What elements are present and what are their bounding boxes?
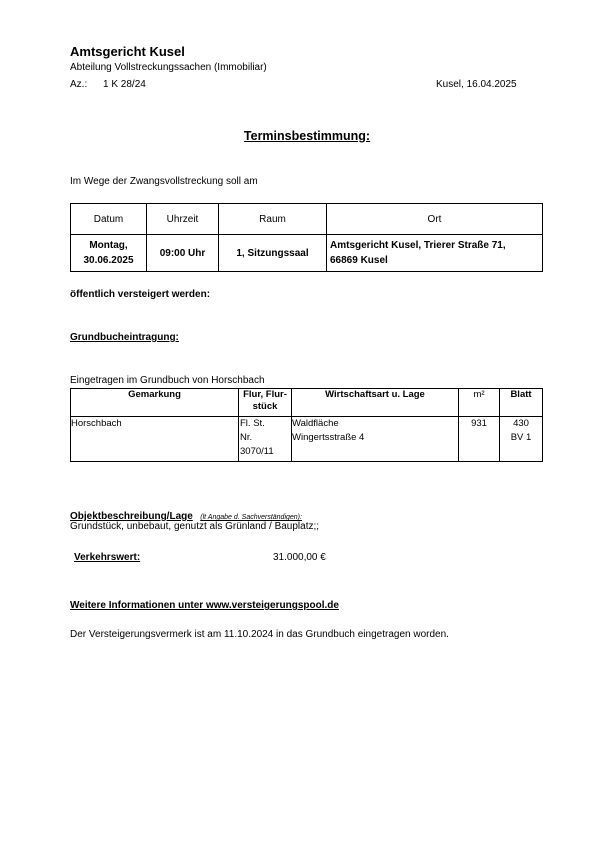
az-value: 1 K 28/24 [103,79,146,90]
header-blatt: Blatt [500,389,543,417]
place-line-1: Amtsgericht Kusel, Trierer Straße 71, [330,240,506,251]
flur-line-3: 3070/11 [240,446,274,457]
wirtschaft-line-2: Wingertsstraße 4 [292,432,365,443]
cell-flur [239,417,292,462]
cell-time: 09:00 Uhr [147,235,219,272]
cell-gemarkung: Horschbach [71,417,239,462]
more-info-link[interactable]: Weitere Informationen unter www.versteigerungspool.de [70,600,339,611]
land-row [71,417,543,462]
flur-line-1: Fl. St. [240,418,265,429]
header-flur [239,389,292,417]
cell-area: 931 [459,417,500,462]
cell-place [327,235,543,272]
header-gemarkung: Gemarkung [71,389,239,417]
department: Abteilung Vollstreckungssachen (Immobiliar) [70,62,267,73]
blatt-line-2: BV 1 [510,432,532,443]
flur-line-2: Nr. [240,432,253,443]
land-register-table [70,388,543,462]
object-description: Grundstück, unbebaut, genutzt als Grünland / Bauplatz;; [70,521,320,532]
header-area: m² [459,389,500,417]
date-weekday: Montag, [89,240,128,251]
place-line-2: 66869 Kusel [330,255,388,266]
header-room: Raum [219,204,327,235]
cell-blatt [500,417,543,462]
land-header-row [71,389,543,417]
value-amount: 31.000,00 € [273,552,326,563]
land-register-heading: Grundbucheintragung: [70,332,179,343]
footer-note: Der Versteigerungsvermerk ist am 11.10.2024 in das Grundbuch eingetragen worden. [70,629,449,640]
land-register-intro: Eingetragen im Grundbuch von Horschbach [70,375,265,386]
object-heading: Objektbeschreibung/Lage [70,511,193,522]
appointment-table [70,203,543,272]
intro-text: Im Wege der Zwangsvollstreckung soll am [70,176,258,187]
place-date: Kusel, 16.04.2025 [436,79,517,90]
cell-wirtschaft [292,417,459,462]
blatt-line-1: 430 [513,418,529,429]
page-title: Terminsbestimmung: [243,129,371,143]
court-name: Amtsgericht Kusel [70,44,185,59]
appointment-header-row [71,204,543,235]
header-flur-line-1: Flur, Flur- [243,389,287,400]
header-place: Ort [327,204,543,235]
auction-statement: öffentlich versteigert werden: [70,289,211,300]
value-label: Verkehrswert: [74,552,141,563]
cell-room: 1, Sitzungssaal [219,235,327,272]
wirtschaft-line-1: Waldfläche [292,418,339,429]
date-value: 30.06.2025 [83,255,134,266]
object-note: (lt Angabe d. Sachverständigen): [200,514,302,521]
header-flur-line-2: stück [252,401,278,412]
header-wirtschaft: Wirtschaftsart u. Lage [292,389,459,417]
cell-date [71,235,147,272]
header-date: Datum [71,204,147,235]
appointment-row [71,235,543,272]
az-label: Az.: [70,79,88,90]
header-time: Uhrzeit [147,204,219,235]
